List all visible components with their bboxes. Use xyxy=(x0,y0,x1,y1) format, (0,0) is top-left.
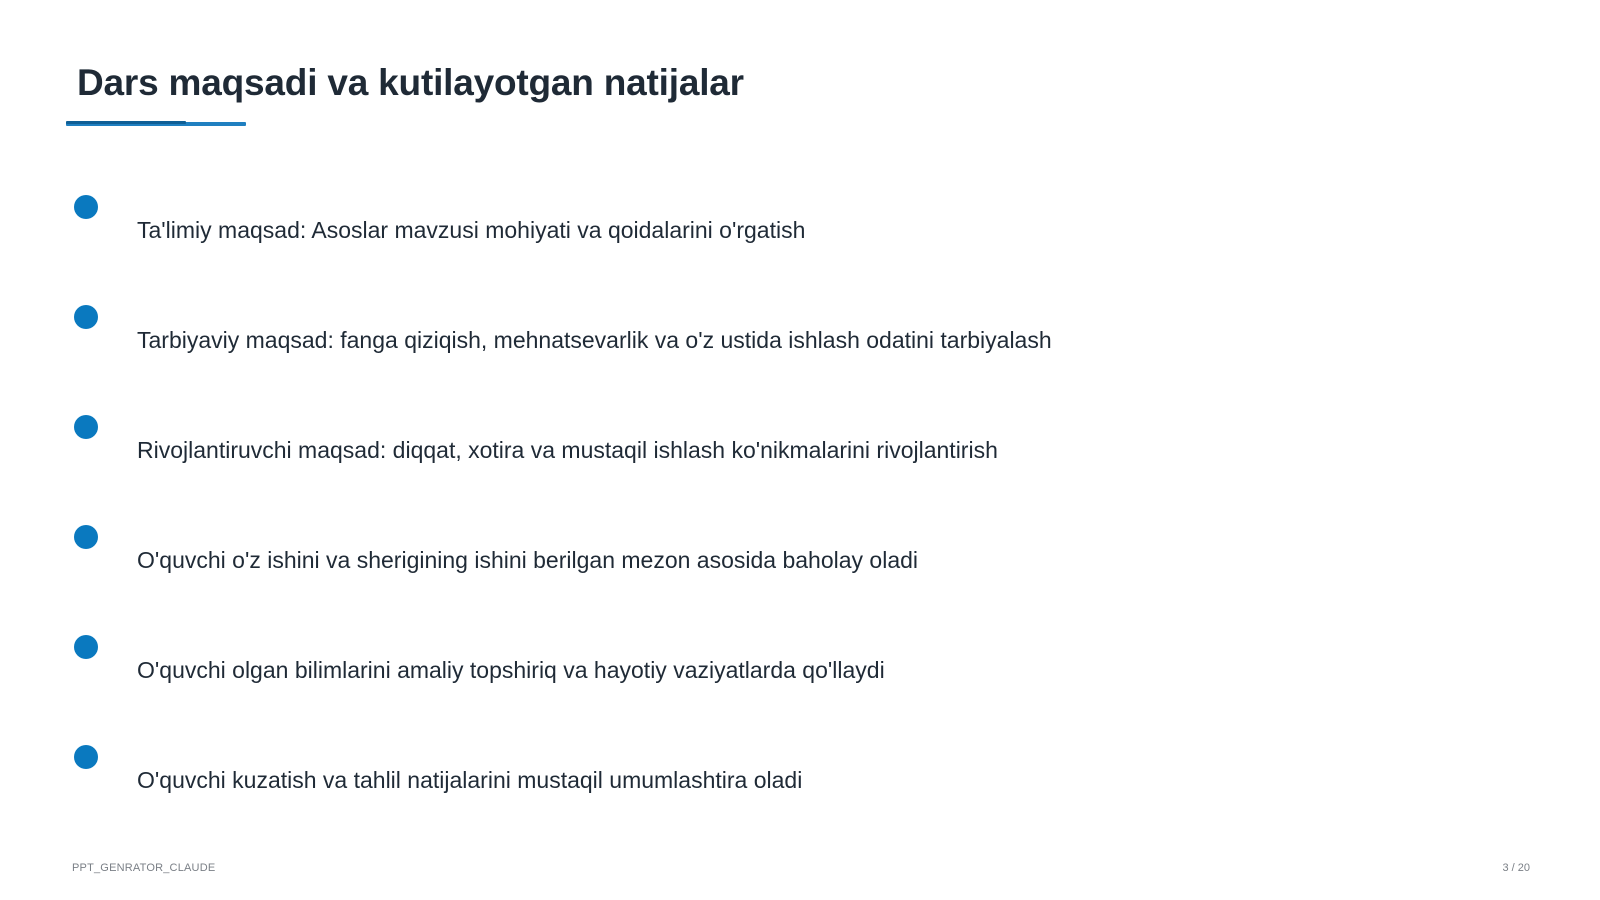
bullet-dot-icon xyxy=(74,195,98,219)
page-number: 3 / 20 xyxy=(1502,862,1530,874)
bullet-text: O'quvchi kuzatish va tahlil natijalarini mustaqil umumlashtira oladi xyxy=(137,767,803,793)
list-item xyxy=(0,195,1600,265)
slide-title: Dars maqsadi va kutilayotgan natijalar xyxy=(77,62,744,103)
list-item xyxy=(0,305,1600,375)
bullet-text: Tarbiyaviy maqsad: fanga qiziqish, mehnatsevarlik va o'z ustida ishlash odatini tarbiyalash xyxy=(137,327,1052,353)
bullet-dot-icon xyxy=(74,305,98,329)
bullet-dot-icon xyxy=(74,525,98,549)
footer-label: PPT_GENRATOR_CLAUDE xyxy=(72,862,216,874)
list-item xyxy=(0,745,1600,815)
bullet-text: O'quvchi olgan bilimlarini amaliy topshiriq va hayotiy vaziyatlarda qo'llaydi xyxy=(137,657,885,683)
bullet-dot-icon xyxy=(74,745,98,769)
bullet-dot-icon xyxy=(74,635,98,659)
list-item xyxy=(0,635,1600,705)
bullet-text: O'quvchi o'z ishini va sherigining ishini berilgan mezon asosida baholay oladi xyxy=(137,547,919,573)
bullet-dot-icon xyxy=(74,415,98,439)
bullet-text: Ta'limiy maqsad: Asoslar mavzusi mohiyati va qoidalarini o'rgatish xyxy=(137,217,806,243)
list-item xyxy=(0,525,1600,595)
bullet-text: Rivojlantiruvchi maqsad: diqqat, xotira va mustaqil ishlash ko'nikmalarini rivojlantirish xyxy=(137,437,998,463)
list-item xyxy=(0,415,1600,485)
